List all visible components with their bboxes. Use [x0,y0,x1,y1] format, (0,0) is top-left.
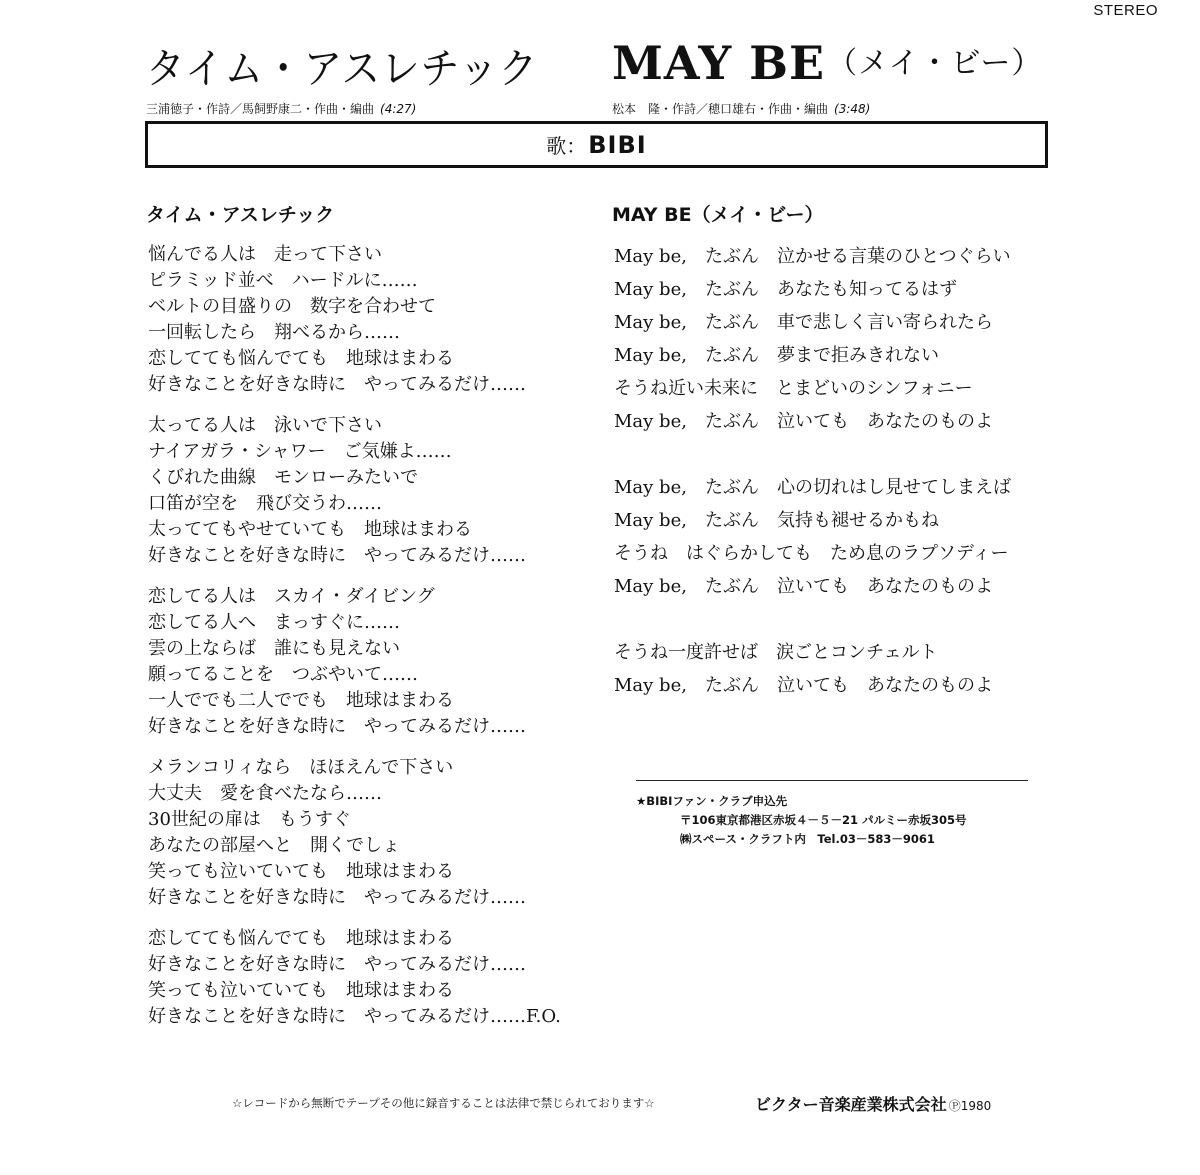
song-a-section-title: タイム・アスレチック [146,204,335,226]
lyric-line: May be, たぶん 泣かせる言葉のひとつぐらい [614,246,1011,267]
fanclub-address: 〒106東京都港区赤坂４－５－21 パルミー赤坂305号 [680,813,967,827]
lyric-line: 笑っても泣いていても 地球はまわる [148,861,454,882]
lyric-line: May be, たぶん 車で悲しく言い寄られたら [614,312,993,333]
song-a-title: タイム・アスレチック [146,44,539,93]
lyric-line: 好きなことを好きな時に やってみるだけ……F.O. [148,1006,561,1027]
company-name: ビクター音楽産業株式会社 [755,1095,947,1114]
lyric-line: 太っててもやせていても 地球はまわる [148,519,472,540]
lyric-line: 恋してても悩んでても 地球はまわる [148,928,454,949]
lyric-line: 恋してても悩んでても 地球はまわる [148,348,454,369]
lyric-line: 好きなことを好きな時に やってみるだけ…… [148,954,526,975]
song-a-duration: (4:27) [380,102,417,116]
lyric-line: 口笛が空を 飛び交うわ…… [148,493,382,514]
lyric-line: 30世紀の扉は もうすぐ [148,809,351,830]
lyric-line: ベルトの目盛りの 数字を合わせて [148,296,436,317]
fanclub-heading: ★BIBIファン・クラブ申込先 [636,794,788,808]
lyric-line: 好きなことを好きな時に やってみるだけ…… [148,887,526,908]
lyrics-stanza [614,636,1011,702]
song-b-credit [612,100,870,117]
lyric-line: あなたの部屋へと 開くでしょ [148,835,400,856]
lyric-line: くびれた曲線 モンローみたいで [148,467,418,488]
lyric-line: 一回転したら 翔べるから…… [148,322,400,343]
lyric-line: 好きなことを好きな時に やってみるだけ…… [148,716,526,737]
lyric-line: そうね はぐらかしても ため息のラプソディー [614,543,1009,564]
lyric-line: ナイアガラ・シャワー ご気嫌よ…… [148,441,452,462]
lyric-line: 大丈夫 愛を食べたなら…… [148,783,382,804]
copyright-notice: ☆レコードから無断でテープその他に録音することは法律で禁じられております☆ [232,1096,655,1110]
singer-label: 歌： [546,134,587,158]
lyric-line: May be, たぶん 泣いても あなたのものよ [614,411,993,432]
lyrics-stanza [614,471,1011,603]
song-b-lyrics [614,240,1011,735]
lyric-line: May be, たぶん 泣いても あなたのものよ [614,675,993,696]
lyric-line: メランコリィなら ほほえんで下さい [148,757,454,778]
lyric-line: May be, たぶん 心の切れはし見せてしまえば [614,477,1011,498]
lyric-line: 願ってることを つぶやいて…… [148,664,418,685]
singer-box [145,121,1048,168]
song-b-title-main: MAY BE [612,36,826,90]
lyric-line: 一人ででも二人ででも 地球はまわる [148,690,454,711]
lyrics-stanza [148,413,561,569]
song-a-credit-text: 三浦徳子・作詩／馬飼野康二・作曲・編曲 [146,102,375,116]
lyric-line: May be, たぶん 気持も褪せるかもね [614,510,939,531]
song-b-title [612,36,1042,90]
fanclub-contact: ㈱スペース・クラフト内 Tel.03－583－9061 [680,832,935,846]
lyrics-stanza [148,755,561,911]
song-a-lyrics [148,242,561,1045]
song-b-duration: (3:48) [834,102,871,116]
song-a-credit [146,100,416,117]
lyric-line: そうね近い未来に とまどいのシンフォニー [614,378,973,399]
lyrics-stanza [148,242,561,398]
lyric-line: 恋してる人は スカイ・ダイビング [148,586,435,607]
lyric-line: 雲の上ならば 誰にも見えない [148,638,400,659]
lyric-line: 笑っても泣いていても 地球はまわる [148,980,454,1001]
lyric-line: ピラミッド並べ ハードルに…… [148,270,418,291]
song-b-section-title: MAY BE（メイ・ビー） [612,204,824,226]
lyric-line: May be, たぶん あなたも知ってるはず [614,279,957,300]
song-b-title-suffix: （メイ・ビー） [827,46,1043,81]
copyright-year: Ⓟ1980 [948,1099,992,1113]
lyric-line: May be, たぶん 泣いても あなたのものよ [614,576,993,597]
stereo-label: STEREO [1093,2,1158,19]
lyrics-stanza [148,584,561,740]
lyric-line: May be, たぶん 夢まで拒みきれない [614,345,939,366]
fanclub-info [636,792,967,849]
lyric-line: 恋してる人へ まっすぐに…… [148,612,400,633]
lyric-line: そうね一度許せば 涙ごとコンチェルト [614,642,938,663]
lyrics-stanza [148,926,561,1030]
fanclub-divider [636,780,1028,781]
lyric-line: 好きなことを好きな時に やってみるだけ…… [148,374,526,395]
song-b-credit-text: 松本 隆・作詩／穂口雄右・作曲・編曲 [612,102,829,116]
lyric-line: 好きなことを好きな時に やってみるだけ…… [148,545,526,566]
lyrics-stanza [614,240,1011,438]
singer-name: BIBI [588,130,647,159]
record-company [755,1092,991,1115]
lyric-line: 太ってる人は 泳いで下さい [148,415,382,436]
lyric-line: 悩んでる人は 走って下さい [148,244,382,265]
